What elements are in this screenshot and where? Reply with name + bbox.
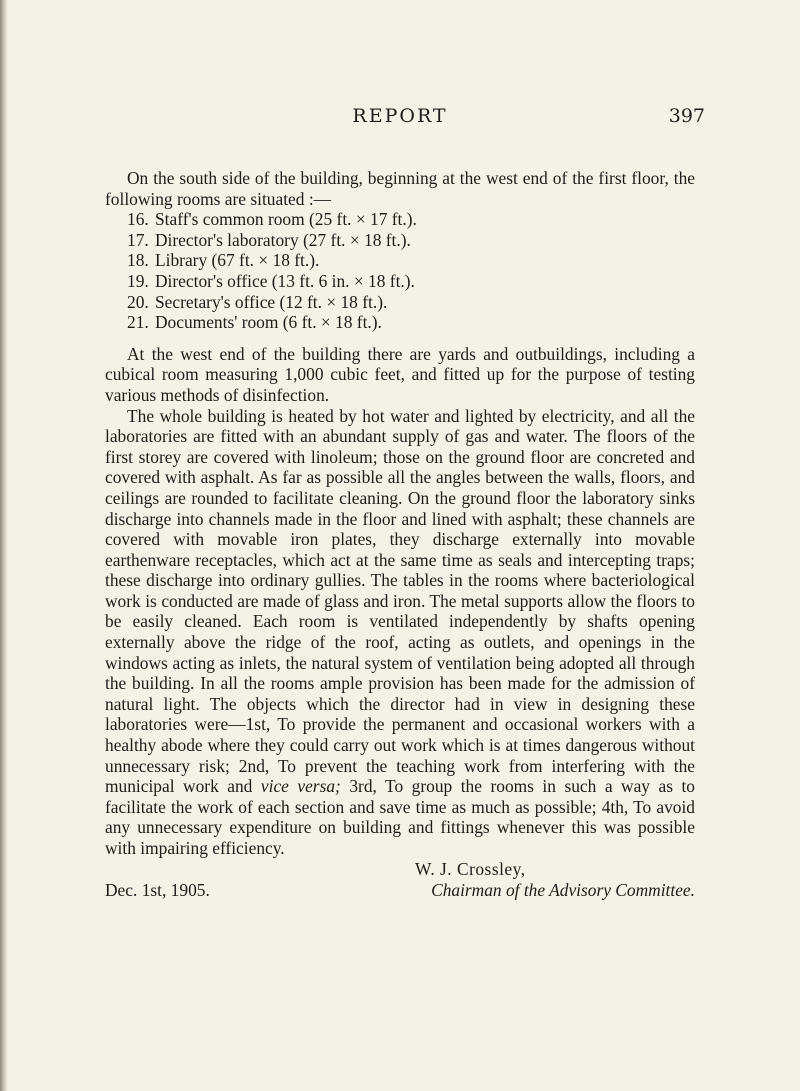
room-description: Secretary's office (12 ft. × 18 ft.). (155, 291, 388, 312)
room-number: 21. (127, 312, 149, 333)
signatory-title: Chairman of the Advisory Committee. (431, 879, 695, 900)
intro-paragraph: On the south side of the building, beginning at the west end of the first floor, the following rooms are situated :— (105, 168, 695, 209)
list-item (127, 312, 695, 333)
signatory-name: W. J. Crossley, (415, 858, 526, 879)
list-item (127, 209, 695, 230)
room-description: Director's office (13 ft. 6 in. × 18 ft.). (155, 270, 415, 291)
room-description: Documents' room (6 ft. × 18 ft.). (155, 312, 382, 333)
page-number: 397 (668, 105, 705, 127)
list-item (127, 230, 695, 251)
room-description: Library (67 ft. × 18 ft.). (155, 250, 320, 271)
room-list (105, 209, 695, 333)
signature-block (105, 859, 695, 901)
paragraph-gap (105, 333, 695, 344)
page-binding-edge (0, 0, 8, 1091)
building-description-paragraph (105, 406, 695, 859)
list-item (127, 292, 695, 313)
west-end-paragraph: At the west end of the building there are yards and outbuildings, including a cubical room measuring 1,000 cubic feet, and fitted up for the purpose of testing various methods of disinfection. (105, 343, 695, 405)
room-description: Director's laboratory (27 ft. × 18 ft.). (155, 229, 411, 250)
italic-phrase: vice versa; (260, 776, 341, 797)
room-number: 17. (127, 229, 149, 250)
room-number: 20. (127, 291, 149, 312)
room-number: 19. (127, 270, 149, 291)
list-item (127, 271, 695, 292)
running-title: REPORT (352, 105, 448, 127)
room-number: 16. (127, 209, 149, 230)
paragraph-text-part-1: The whole building is heated by hot water and lighted by electricity, and all the laboratories are fitted with an abundant supply of gas and water. The floors of the first storey are covered with linoleum; those on the ground floor are concreted and covered with asphalt. As far as possible all the angles between the walls, floors, and ceilings are rounded to facilitate cleaning. On the ground floor the laboratory sinks discharge into channels made in the floor and lined with asphalt; these channels are covered with movable iron plates, they discharge externally into movable earthenware receptacles, which act at the same time as seals and intercepting traps; these discharge into ordinary gullies. The tables in the rooms where bacteriological work is conducted are made of glass and iron. The metal supports allow the floors to be easily cleaned. Each room is ventilated independently by shafts opening externally above the ridge of the roof, acting as outlets, and openings in the windows acting as inlets, the natural system of ventilation being adopted all through the building. In all the rooms ample provision has been made for the admission of natural light. The objects which the director had in view in designing these laboratories were—1st, To provide the permanent and occasional workers with a healthy abode where they could carry out work which is at times dangerous without unnecessary risk; 2nd, To prevent the teaching work from interfering with the municipal work and (105, 405, 695, 797)
page-header (120, 105, 705, 135)
room-description: Staff's common room (25 ft. × 17 ft.). (155, 209, 417, 230)
paragraph-text-part-2: 3rd, To group the rooms in such a way as to facilitate the work of each section and save time as much as possible; 4th, To avoid any unnecessary expenditure on building and fittings whenever this was possible with impairing efficiency. (105, 776, 696, 858)
body-text (105, 168, 695, 901)
list-item (127, 250, 695, 271)
room-number: 18. (127, 250, 149, 271)
signature-date: Dec. 1st, 1905. (105, 879, 210, 900)
